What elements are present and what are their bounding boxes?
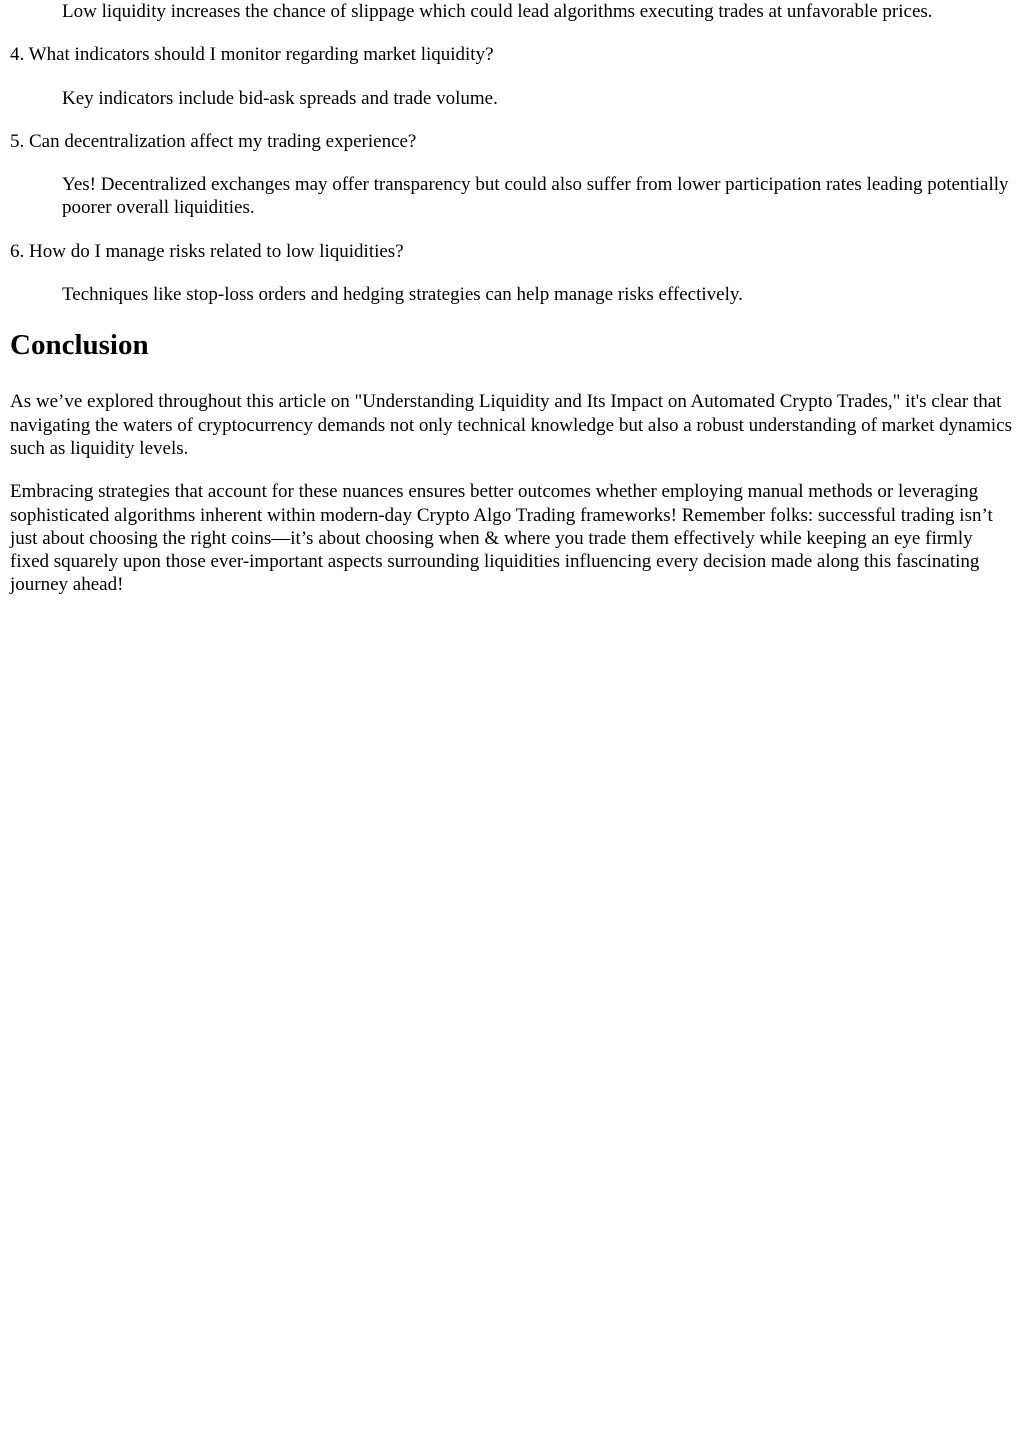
conclusion-paragraph: Embracing strategies that account for these nuances ensures better outcomes whether employing manual methods or leveraging sophisticated algorithms inherent within modern-day Crypto Algo Trading frameworks! Remember folks: successful trading isn’t just about choosing the right coins—it’s about choosing when & where you trade them effectively while keeping an eye firmly fixed squarely upon those ever-important aspects surrounding liquidities influencing every decision made along this fascinating journey ahead!	[10, 481, 993, 596]
faq-list	[10, 0, 1016, 306]
conclusion-paragraph: As we’ve explored throughout this article on "Understanding Liquidity and Its Impact on Automated Crypto Trades," it's clear that navigating the waters of cryptocurrency demands not only technical knowledge but also a robust understanding of market dynamics such as liquidity levels.	[10, 391, 1012, 459]
faq-answer-3: Low liquidity increases the chance of slippage which could lead algorithms executing trades at unfavorable prices.	[62, 1, 933, 22]
faq-answer-5: Yes! Decentralized exchanges may offer transparency but could also suffer from lower participation rates leading potentially poorer overall liquidities.	[62, 174, 1009, 219]
faq-question-6: 6. How do I manage risks related to low liquidities?	[10, 240, 404, 262]
faq-question-4: 4. What indicators should I monitor regarding market liquidity?	[10, 44, 494, 66]
faq-answer-6: Techniques like stop-loss orders and hedging strategies can help manage risks effectively.	[62, 284, 743, 306]
faq-question-5: 5. Can decentralization affect my trading experience?	[10, 130, 417, 152]
article-content	[0, 0, 1024, 597]
conclusion-heading: Conclusion	[10, 329, 149, 362]
faq-answer-4: Key indicators include bid-ask spreads and trade volume.	[62, 87, 498, 109]
